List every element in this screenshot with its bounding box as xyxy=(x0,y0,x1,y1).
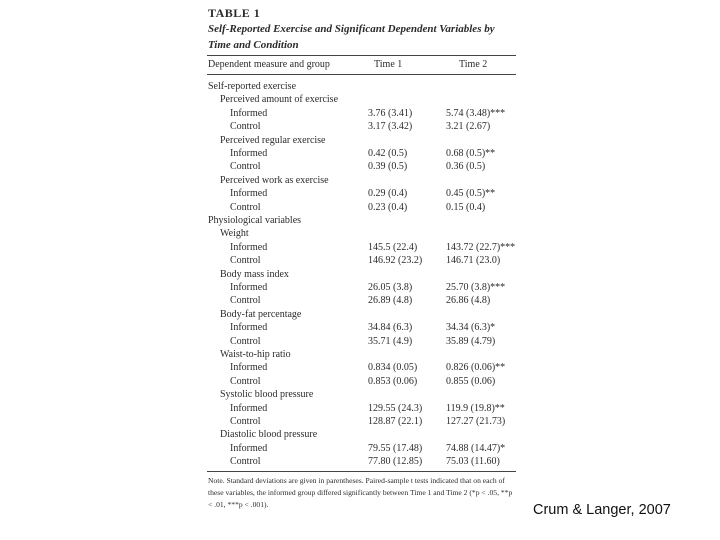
row-label: Waist-to-hip ratio xyxy=(220,349,291,360)
cell-time1: 146.92 (23.2) xyxy=(368,255,423,267)
row-label: Informed xyxy=(230,402,268,414)
cell-time2: 119.9 (19.8)** xyxy=(446,402,505,414)
row-label: Control xyxy=(230,295,261,307)
cell-time1: 3.76 (3.41) xyxy=(368,107,413,119)
row-label: Body mass index xyxy=(220,268,289,280)
row-label: Body-fat percentage xyxy=(220,308,302,320)
row-label: Control xyxy=(230,255,261,267)
cell-time2: 0.36 (0.5) xyxy=(446,161,486,173)
table-title: Self-Reported Exercise and Significant Dependent Variables by Time and Condition xyxy=(208,23,495,51)
row-label: Informed xyxy=(230,282,268,293)
cell-time2: 146.71 (23.0) xyxy=(446,255,501,267)
cell-time1: 0.23 (0.4) xyxy=(368,201,408,213)
row-label: Control xyxy=(230,201,261,213)
cell-time2: 0.855 (0.06) xyxy=(446,375,496,387)
header-rule xyxy=(207,74,516,75)
table-row xyxy=(202,361,518,374)
table-row xyxy=(202,80,518,93)
row-label: Perceived amount of exercise xyxy=(220,94,339,106)
row-label: Control xyxy=(230,375,261,387)
row-label: Self-reported exercise xyxy=(208,81,297,92)
table-row xyxy=(202,187,518,200)
row-label: Informed xyxy=(230,148,268,159)
cell-time2: 5.74 (3.48)*** xyxy=(446,107,506,119)
table-row xyxy=(202,120,518,133)
cell-time2: 127.27 (21.73) xyxy=(446,416,506,427)
row-label: Informed xyxy=(230,442,268,454)
cell-time2: 0.68 (0.5)** xyxy=(446,148,496,159)
cell-time1: 0.853 (0.06) xyxy=(368,375,418,387)
table-row xyxy=(202,375,518,388)
row-label: Control xyxy=(230,416,261,427)
row-label: Informed xyxy=(230,188,268,200)
table-row xyxy=(202,214,518,227)
cell-time1: 0.39 (0.5) xyxy=(368,161,408,173)
cell-time1: 129.55 (24.3) xyxy=(368,402,423,414)
row-label: Perceived work as exercise xyxy=(220,174,329,186)
table-row xyxy=(202,241,518,254)
table-row xyxy=(202,348,518,361)
row-label: Physiological variables xyxy=(208,215,302,226)
table-row xyxy=(202,415,518,428)
cell-time2: 74.88 (14.47)* xyxy=(446,442,506,454)
table-row xyxy=(202,308,518,321)
table-label: TABLE 1 xyxy=(208,6,261,20)
row-label: Informed xyxy=(230,241,268,253)
table-row xyxy=(202,281,518,294)
citation-credit: Crum & Langer, 2007 xyxy=(533,502,671,518)
table-row xyxy=(202,335,518,348)
row-label: Perceived regular exercise xyxy=(220,134,326,146)
cell-time1: 34.84 (6.3) xyxy=(368,322,413,334)
cell-time1: 77.80 (12.85) xyxy=(368,456,423,468)
table-row xyxy=(202,134,518,147)
table-row xyxy=(202,254,518,267)
cell-time1: 0.42 (0.5) xyxy=(368,148,408,159)
table-row xyxy=(202,93,518,106)
table-row xyxy=(202,294,518,307)
column-header-time1: Time 1 xyxy=(374,59,403,70)
table-row xyxy=(202,201,518,214)
row-label: Weight xyxy=(220,228,249,240)
cell-time2: 34.34 (6.3)* xyxy=(446,322,496,334)
cell-time1: 128.87 (22.1) xyxy=(368,416,423,427)
row-label: Control xyxy=(230,121,261,133)
table-row xyxy=(202,174,518,187)
row-label: Informed xyxy=(230,362,268,374)
cell-time1: 0.834 (0.05) xyxy=(368,362,418,374)
cell-time2: 25.70 (3.8)*** xyxy=(446,282,506,293)
cell-time1: 26.89 (4.8) xyxy=(368,295,413,307)
column-header-measure: Dependent measure and group xyxy=(208,59,330,70)
bottom-rule xyxy=(207,471,516,472)
table-note: Note. Standard deviations are given in parentheses. Paired-sample t tests indicated that on each of these variables, the informed group differed significantly between Time 1 and Time 2 (*p < .05, **p < .01, ***p < .001). xyxy=(208,476,513,509)
table-row xyxy=(202,147,518,160)
row-label: Diastolic blood pressure xyxy=(220,429,318,441)
row-label: Control xyxy=(230,161,261,173)
cell-time2: 0.45 (0.5)** xyxy=(446,188,496,200)
cell-time1: 35.71 (4.9) xyxy=(368,335,413,347)
table-row xyxy=(202,442,518,455)
table-row xyxy=(202,227,518,240)
cell-time2: 26.86 (4.8) xyxy=(446,295,491,307)
table-row xyxy=(202,388,518,401)
cell-time2: 0.15 (0.4) xyxy=(446,201,486,213)
cell-time2: 75.03 (11.60) xyxy=(446,456,500,468)
row-label: Informed xyxy=(230,107,268,119)
cell-time1: 3.17 (3.42) xyxy=(368,121,413,133)
table-row xyxy=(202,107,518,120)
table-row xyxy=(202,160,518,173)
cell-time2: 0.826 (0.06)** xyxy=(446,362,506,374)
cell-time2: 143.72 (22.7)*** xyxy=(446,241,516,253)
column-header-time2: Time 2 xyxy=(459,59,488,70)
cell-time1: 26.05 (3.8) xyxy=(368,282,413,293)
table-row xyxy=(202,428,518,441)
table-figure xyxy=(202,0,518,509)
cell-time1: 145.5 (22.4) xyxy=(368,241,418,253)
row-label: Systolic blood pressure xyxy=(220,389,314,401)
row-label: Informed xyxy=(230,322,268,334)
cell-time1: 79.55 (17.48) xyxy=(368,442,423,454)
cell-time2: 35.89 (4.79) xyxy=(446,335,496,347)
top-rule xyxy=(207,55,516,56)
row-label: Control xyxy=(230,335,261,347)
table-row xyxy=(202,268,518,281)
row-label: Control xyxy=(230,456,261,468)
table-row xyxy=(202,321,518,334)
table-row xyxy=(202,402,518,415)
cell-time2: 3.21 (2.67) xyxy=(446,121,491,133)
table-row xyxy=(202,455,518,468)
cell-time1: 0.29 (0.4) xyxy=(368,188,408,200)
